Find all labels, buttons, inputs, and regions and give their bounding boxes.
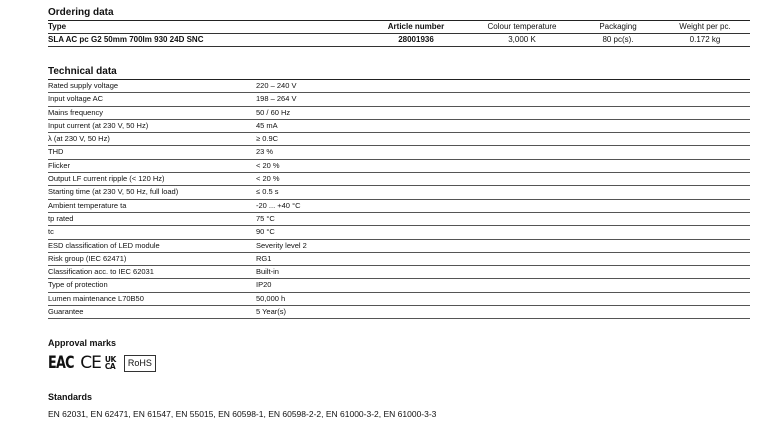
table-row (48, 306, 750, 319)
header-weight: Weight per pc. (679, 22, 731, 31)
table-row (48, 146, 750, 159)
table-row (48, 120, 750, 133)
tech-value: 220 – 240 V (256, 81, 297, 90)
table-row (48, 253, 750, 266)
tech-label: tp rated (48, 213, 74, 223)
ukca-bottom: CA (104, 362, 116, 371)
tech-label: Risk group (IEC 62471) (48, 253, 127, 263)
tech-value: 75 °C (256, 213, 275, 223)
header-packaging: Packaging (599, 22, 637, 31)
tech-label: THD (48, 147, 64, 157)
tech-label: Input voltage AC (48, 94, 104, 104)
table-row (48, 226, 750, 239)
ukca-mark-icon (105, 356, 121, 371)
tech-label: Starting time (at 230 V, 50 Hz, full load) (48, 187, 179, 197)
tech-value: 90 °C (256, 227, 275, 237)
approval-marks-title: Approval marks (48, 338, 117, 348)
tech-label: Guarantee (48, 307, 84, 317)
tech-value: ≥ 0.9C (256, 134, 279, 144)
tech-label: Lumen maintenance L70B50 (48, 293, 144, 303)
packaging: 80 pc(s). (602, 35, 634, 44)
tech-value: 5 Year(s) (256, 307, 287, 317)
technical-data-table (48, 80, 750, 319)
tech-value: 45 mA (256, 120, 278, 130)
ordering-data-title: Ordering data (48, 7, 750, 21)
table-row (48, 200, 750, 213)
standards-list: EN 62031, EN 62471, EN 61547, EN 55015, EN 60598-1, EN 60598-2-2, EN 61000-3-2, EN 61000-3-3 (48, 409, 437, 419)
table-row (48, 266, 750, 279)
tech-label: Output LF current ripple (< 120 Hz) (48, 174, 165, 184)
tech-label: Ambient temperature ta (48, 200, 127, 210)
tech-label: λ (at 230 V, 50 Hz) (48, 134, 110, 144)
table-row (48, 133, 750, 146)
tech-label: tc (48, 227, 54, 237)
rohs-mark-icon: RoHS (124, 355, 156, 372)
header-type: Type (48, 22, 67, 31)
tech-label: Type of protection (48, 280, 108, 290)
tech-label: Input current (at 230 V, 50 Hz) (48, 120, 149, 130)
weight: 0.172 kg (689, 35, 721, 44)
ordering-data-row (48, 34, 750, 47)
product-type: SLA AC pc G2 50mm 700lm 930 24D SNC (48, 35, 204, 44)
table-row (48, 293, 750, 306)
tech-value: IP20 (256, 280, 272, 290)
technical-data-title: Technical data (48, 66, 750, 80)
tech-label: Flicker (48, 160, 71, 170)
tech-value: < 20 % (256, 160, 280, 170)
table-row (48, 80, 750, 93)
tech-value: 50,000 h (256, 293, 286, 303)
tech-label: Classification acc. to IEC 62031 (48, 267, 154, 277)
colour-temperature: 3,000 K (508, 35, 536, 44)
tech-label: Rated supply voltage (48, 81, 119, 90)
table-row (48, 107, 750, 120)
ukca-top: UK (104, 354, 116, 364)
tech-value: -20 ... +40 °C (256, 200, 301, 210)
tech-label: Mains frequency (48, 107, 104, 117)
eac-mark-icon: EAC (48, 353, 74, 373)
table-row (48, 173, 750, 186)
tech-label: ESD classification of LED module (48, 240, 160, 250)
table-row (48, 160, 750, 173)
tech-value: 50 / 60 Hz (256, 107, 291, 117)
standards-title: Standards (48, 392, 93, 402)
tech-value: RG1 (256, 253, 272, 263)
tech-value: 23 % (256, 147, 274, 157)
article-number: 28001936 (398, 35, 434, 44)
tech-value: Severity level 2 (256, 240, 307, 250)
ordering-header-row (48, 21, 750, 34)
approval-marks (48, 353, 159, 373)
table-row (48, 213, 750, 226)
tech-value: Built-in (256, 267, 279, 277)
table-row (48, 93, 750, 106)
table-row (48, 279, 750, 292)
tech-value: 198 – 264 V (256, 94, 297, 104)
header-colour-temperature: Colour temperature (487, 22, 557, 31)
header-article-number: Article number (387, 22, 445, 31)
ce-mark-icon: CE (80, 353, 101, 373)
table-row (48, 186, 750, 199)
tech-value: ≤ 0.5 s (256, 187, 279, 197)
tech-value: < 20 % (256, 174, 280, 184)
table-row (48, 240, 750, 253)
